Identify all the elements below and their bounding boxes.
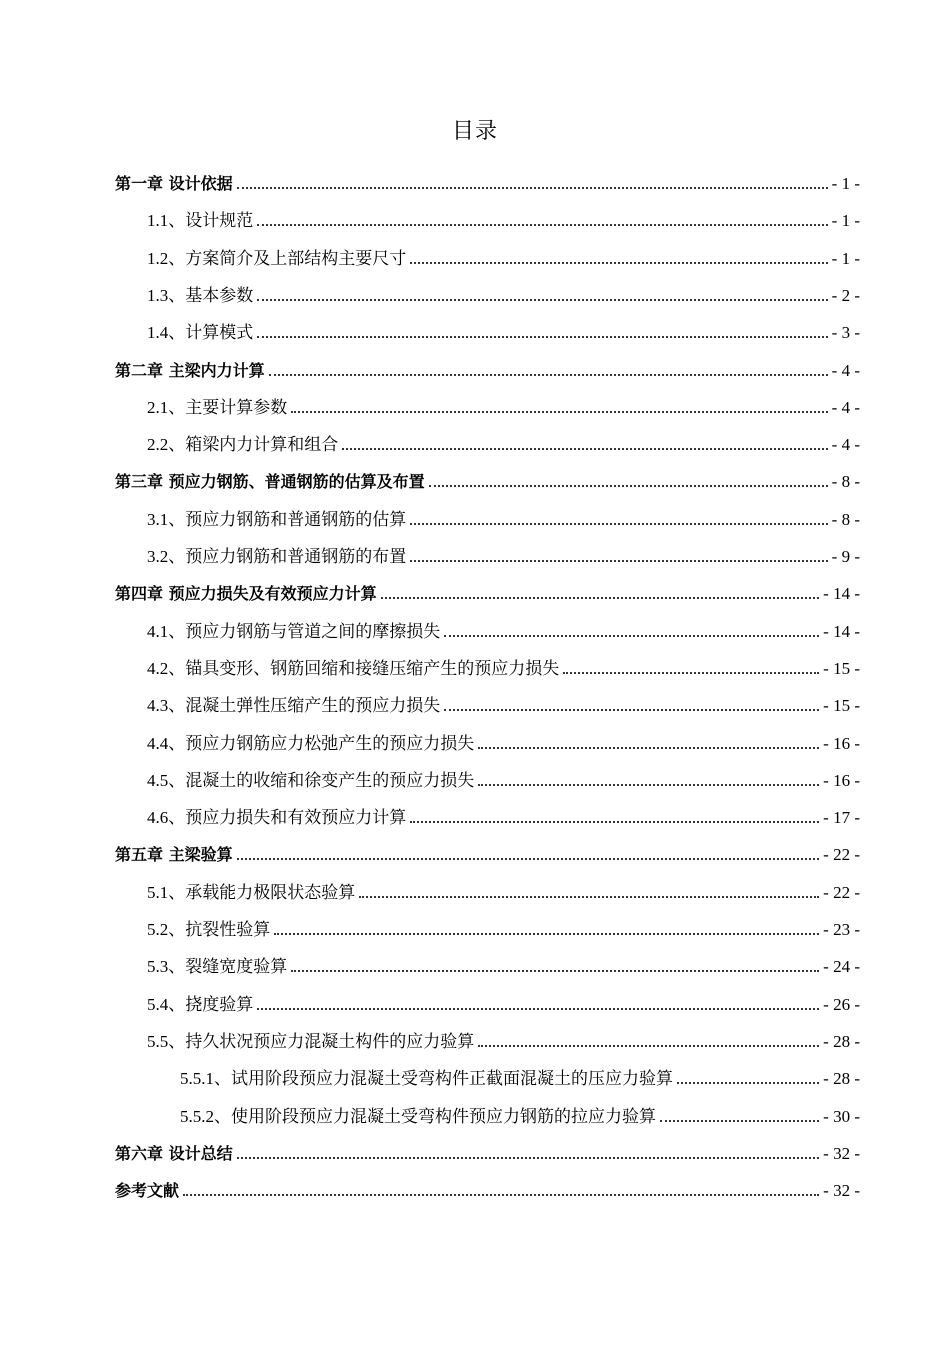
dot-leader <box>257 1008 819 1010</box>
toc-page-number: - 16 - <box>823 734 860 753</box>
toc-section-entry[interactable] <box>147 319 860 345</box>
toc-entry-title: 3.2、预应力钢筋和普通钢筋的布置 <box>147 547 407 566</box>
dot-leader <box>291 970 819 972</box>
toc-chapter-entry[interactable] <box>115 580 860 606</box>
dot-leader <box>291 411 827 413</box>
toc-page-number: - 3 - <box>831 323 860 342</box>
dot-leader <box>563 672 819 674</box>
toc-entry-title: 1.4、计算模式 <box>147 323 254 342</box>
toc-entry-title: 第三章 预应力钢筋、普通钢筋的估算及布置 <box>115 472 425 491</box>
toc-section-entry[interactable] <box>147 245 860 271</box>
toc-entry-title: 3.1、预应力钢筋和普通钢筋的估算 <box>147 510 407 529</box>
toc-page-number: - 1 - <box>831 249 860 268</box>
toc-section-entry[interactable] <box>147 953 860 979</box>
toc-entry-title: 1.2、方案简介及上部结构主要尺寸 <box>147 249 407 268</box>
dot-leader <box>444 635 819 637</box>
toc-entry-title: 1.1、设计规范 <box>147 211 254 230</box>
toc-section-entry[interactable] <box>147 394 860 420</box>
toc-entry-title: 第二章 主梁内力计算 <box>115 361 265 380</box>
toc-entry-title: 5.2、抗裂性验算 <box>147 920 271 939</box>
toc-page-number: - 1 - <box>831 174 860 193</box>
toc-entry-title: 2.2、箱梁内力计算和组合 <box>147 435 339 454</box>
toc-section-entry[interactable] <box>147 767 860 793</box>
toc-title: 目录 <box>451 119 498 144</box>
toc-section-entry[interactable] <box>147 618 860 644</box>
toc-entry-title: 1.3、基本参数 <box>147 286 254 305</box>
toc-entry-title: 4.4、预应力钢筋应力松弛产生的预应力损失 <box>147 734 475 753</box>
toc-entry-title: 4.2、锚具变形、钢筋回缩和接缝压缩产生的预应力损失 <box>147 659 560 678</box>
toc-entry-title: 5.5.2、使用阶段预应力混凝土受弯构件预应力钢筋的拉应力验算 <box>180 1107 656 1126</box>
toc-entry-title: 5.5、持久状况预应力混凝土构件的应力验算 <box>147 1032 475 1051</box>
toc-section-entry[interactable] <box>147 506 860 532</box>
toc-entry-title: 5.1、承载能力极限状态验算 <box>147 883 356 902</box>
toc-entry-title: 5.4、挠度验算 <box>147 995 254 1014</box>
dot-leader <box>257 299 827 301</box>
toc-section-entry[interactable] <box>147 543 860 569</box>
toc-page-number: - 22 - <box>823 845 860 864</box>
toc-section-entry[interactable] <box>147 282 860 308</box>
toc-page-number: - 4 - <box>831 435 860 454</box>
toc-entry-title: 第五章 主梁验算 <box>115 845 233 864</box>
toc-chapter-entry[interactable] <box>115 468 860 494</box>
toc-chapter-entry[interactable] <box>115 357 860 383</box>
dot-leader <box>410 262 827 264</box>
dot-leader <box>274 933 819 935</box>
toc-page-number: - 9 - <box>831 547 860 566</box>
toc-section-entry[interactable] <box>147 879 860 905</box>
toc-chapter-entry[interactable] <box>115 1177 860 1203</box>
toc-page-number: - 14 - <box>823 584 860 603</box>
toc-section-entry[interactable] <box>147 804 860 830</box>
toc-page-number: - 23 - <box>823 920 860 939</box>
toc-page-number: - 32 - <box>823 1181 860 1200</box>
toc-page-number: - 30 - <box>823 1107 860 1126</box>
toc-page-number: - 28 - <box>823 1069 860 1088</box>
toc-section-entry[interactable] <box>147 1028 860 1054</box>
toc-entry-title: 4.3、混凝土弹性压缩产生的预应力损失 <box>147 696 441 715</box>
dot-leader <box>410 821 819 823</box>
toc-chapter-entry[interactable] <box>115 1140 860 1166</box>
toc-section-entry[interactable] <box>147 207 860 233</box>
toc-section-entry[interactable] <box>147 916 860 942</box>
toc-section-entry[interactable] <box>180 1065 860 1091</box>
toc-page-number: - 32 - <box>823 1144 860 1163</box>
dot-leader <box>183 1194 819 1196</box>
toc-page-number: - 15 - <box>823 659 860 678</box>
toc-entry-title: 第六章 设计总结 <box>115 1144 233 1163</box>
dot-leader <box>257 224 827 226</box>
toc-page-number: - 8 - <box>831 472 860 491</box>
toc-page-number: - 4 - <box>831 398 860 417</box>
toc-page-number: - 8 - <box>831 510 860 529</box>
toc-page-number: - 14 - <box>823 622 860 641</box>
toc-section-entry[interactable] <box>147 431 860 457</box>
dot-leader <box>444 709 819 711</box>
toc-section-entry[interactable] <box>180 1103 860 1129</box>
dot-leader <box>429 485 828 487</box>
toc-page-number: - 2 - <box>831 286 860 305</box>
toc-entry-title: 5.3、裂缝宽度验算 <box>147 957 288 976</box>
dot-leader <box>257 336 827 338</box>
toc-chapter-entry[interactable] <box>115 841 860 867</box>
dot-leader <box>478 1045 819 1047</box>
dot-leader <box>410 560 827 562</box>
dot-leader <box>359 896 819 898</box>
toc-entry-title: 第一章 设计依据 <box>115 174 233 193</box>
toc-section-entry[interactable] <box>147 692 860 718</box>
toc-chapter-entry[interactable] <box>115 170 860 196</box>
toc-page-number: - 16 - <box>823 771 860 790</box>
dot-leader <box>660 1120 819 1122</box>
toc-page-number: - 26 - <box>823 995 860 1014</box>
toc-page-number: - 4 - <box>831 361 860 380</box>
toc-page-number: - 15 - <box>823 696 860 715</box>
dot-leader <box>478 747 819 749</box>
toc-page-number: - 24 - <box>823 957 860 976</box>
toc-section-entry[interactable] <box>147 730 860 756</box>
toc-entry-title: 4.5、混凝土的收缩和徐变产生的预应力损失 <box>147 771 475 790</box>
toc-entry-title: 5.5.1、试用阶段预应力混凝土受弯构件正截面混凝土的压应力验算 <box>180 1069 673 1088</box>
toc-entry-title: 参考文献 <box>115 1181 180 1200</box>
toc-page-number: - 22 - <box>823 883 860 902</box>
dot-leader <box>410 523 827 525</box>
toc-page-number: - 1 - <box>831 211 860 230</box>
toc-entry-title: 4.6、预应力损失和有效预应力计算 <box>147 808 407 827</box>
dot-leader <box>342 448 827 450</box>
dot-leader <box>237 858 820 860</box>
dot-leader <box>237 187 828 189</box>
toc-entry-title: 4.1、预应力钢筋与管道之间的摩擦损失 <box>147 622 441 641</box>
toc-page-number: - 17 - <box>823 808 860 827</box>
toc-entry-title: 2.1、主要计算参数 <box>147 398 288 417</box>
toc-section-entry[interactable] <box>147 655 860 681</box>
dot-leader <box>381 597 820 599</box>
toc-section-entry[interactable] <box>147 991 860 1017</box>
toc-page-number: - 28 - <box>823 1032 860 1051</box>
toc-entry-title: 第四章 预应力损失及有效预应力计算 <box>115 584 377 603</box>
dot-leader <box>237 1157 820 1159</box>
dot-leader <box>478 784 819 786</box>
dot-leader <box>269 374 828 376</box>
dot-leader <box>677 1082 819 1084</box>
